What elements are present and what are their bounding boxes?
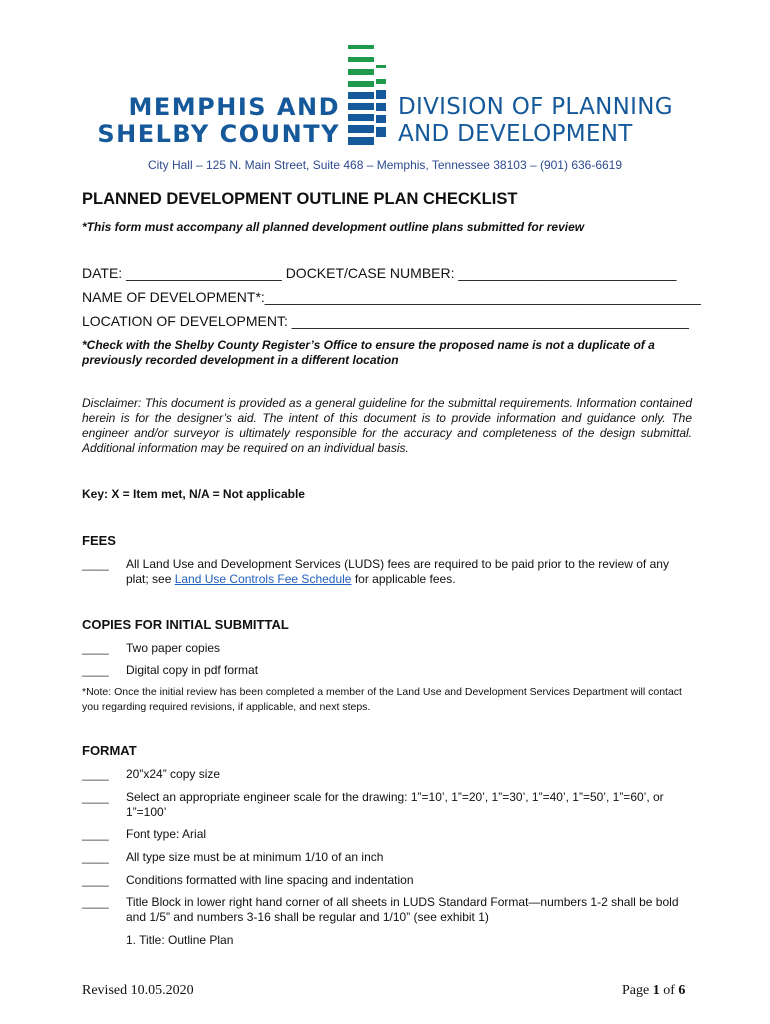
page-subtitle: *This form must accompany all planned development outline plans submitted for review: [82, 220, 585, 234]
logo-text-right: [398, 94, 673, 148]
list-item: Two paper copies: [126, 641, 221, 655]
development-location-field[interactable]: LOCATION OF DEVELOPMENT: ___________________________________________________: [82, 313, 689, 329]
list-item: Font type: Arial: [126, 827, 207, 841]
checkbox-blank[interactable]: ____: [82, 767, 109, 781]
logo-line-2: SHELBY COUNTY: [97, 120, 340, 148]
checkbox-blank[interactable]: ____: [82, 557, 109, 571]
checkbox-blank[interactable]: ____: [82, 850, 109, 864]
list-item: Conditions formatted with line spacing and indentation: [126, 873, 414, 887]
page-title: PLANNED DEVELOPMENT OUTLINE PLAN CHECKLIST: [82, 190, 518, 208]
page-total: 6: [678, 983, 686, 998]
disclaimer: Disclaimer: This document is provided as a general guideline for the submittal requirements. Information contained herein is for the designer’s aid. The intent of this document is to provide information and guidance only. The engineer and/or surveyor is ultimately responsible for the accuracy and completeness of the design submittal. Additional information may be required on an individual basis.: [82, 396, 692, 455]
name-note: *Check with the Shelby County Register’s Office to ensure the proposed name is not a duplicate of a previously recorded development in a different location: [82, 338, 655, 367]
development-name-field[interactable]: NAME OF DEVELOPMENT*:________________________________________________________: [82, 289, 701, 305]
list-item: Digital copy in pdf format: [126, 663, 259, 677]
fees-item-text: All Land Use and Development Services (LUDS) fees are required to be paid prior to the review of any plat; see: [126, 557, 669, 586]
logo-line-1: MEMPHIS AND: [128, 93, 340, 121]
section-heading-fees: FEES: [82, 533, 116, 548]
logo-mark-icon: [346, 45, 390, 145]
checkbox-blank[interactable]: ____: [82, 663, 109, 677]
logo-text-left: [82, 94, 340, 148]
list-item: Title Block in lower right hand corner of all sheets in LUDS Standard Format—numbers 1-2 shall be bold and 1/5” and numbers 3-16 shall be regular and 1/10” (see exhibit 1): [126, 895, 679, 924]
checkbox-blank[interactable]: ____: [82, 641, 109, 655]
sub-list-item: 1. Title: Outline Plan: [126, 933, 234, 947]
fees-item: [126, 557, 692, 587]
revision-date: Revised 10.05.2020: [82, 983, 194, 998]
checkbox-blank[interactable]: ____: [82, 827, 109, 841]
logo-division-line-1: DIVISION OF PLANNING: [398, 94, 673, 120]
address-line: City Hall – 125 N. Main Street, Suite 468 – Memphis, Tennessee 38103 – (901) 636-6619: [147, 158, 623, 172]
section-heading-format: FORMAT: [82, 743, 137, 758]
fees-item-text-end: for applicable fees.: [351, 572, 456, 586]
key-legend: Key: X = Item met, N/A = Not applicable: [82, 487, 305, 501]
page-prefix: Page: [622, 983, 653, 998]
list-item: Select an appropriate engineer scale for the drawing: 1”=10’, 1”=20’, 1”=30’, 1”=40’, 1”=50’, 1”=60’, or 1”=100’: [126, 790, 664, 819]
fee-schedule-link[interactable]: Land Use Controls Fee Schedule: [174, 572, 352, 586]
page-current: 1: [652, 983, 660, 998]
checkbox-blank[interactable]: ____: [82, 895, 109, 909]
page-of: of: [659, 983, 679, 998]
list-item: All type size must be at minimum 1/10 of an inch: [126, 850, 384, 864]
page-number: [622, 983, 685, 999]
section-heading-copies: COPIES FOR INITIAL SUBMITTAL: [82, 617, 289, 632]
checkbox-blank[interactable]: ____: [82, 873, 109, 887]
list-item: 20”x24” copy size: [126, 767, 221, 781]
copies-note: *Note: Once the initial review has been completed a member of the Land Use and Development Services Department will contact you regarding required revisions, if applicable, and next steps.: [82, 686, 682, 713]
date-docket-field[interactable]: DATE: ____________________ DOCKET/CASE NUMBER: ____________________________: [82, 265, 677, 281]
checkbox-blank[interactable]: ____: [82, 790, 109, 804]
logo-division-line-2: AND DEVELOPMENT: [398, 121, 633, 147]
